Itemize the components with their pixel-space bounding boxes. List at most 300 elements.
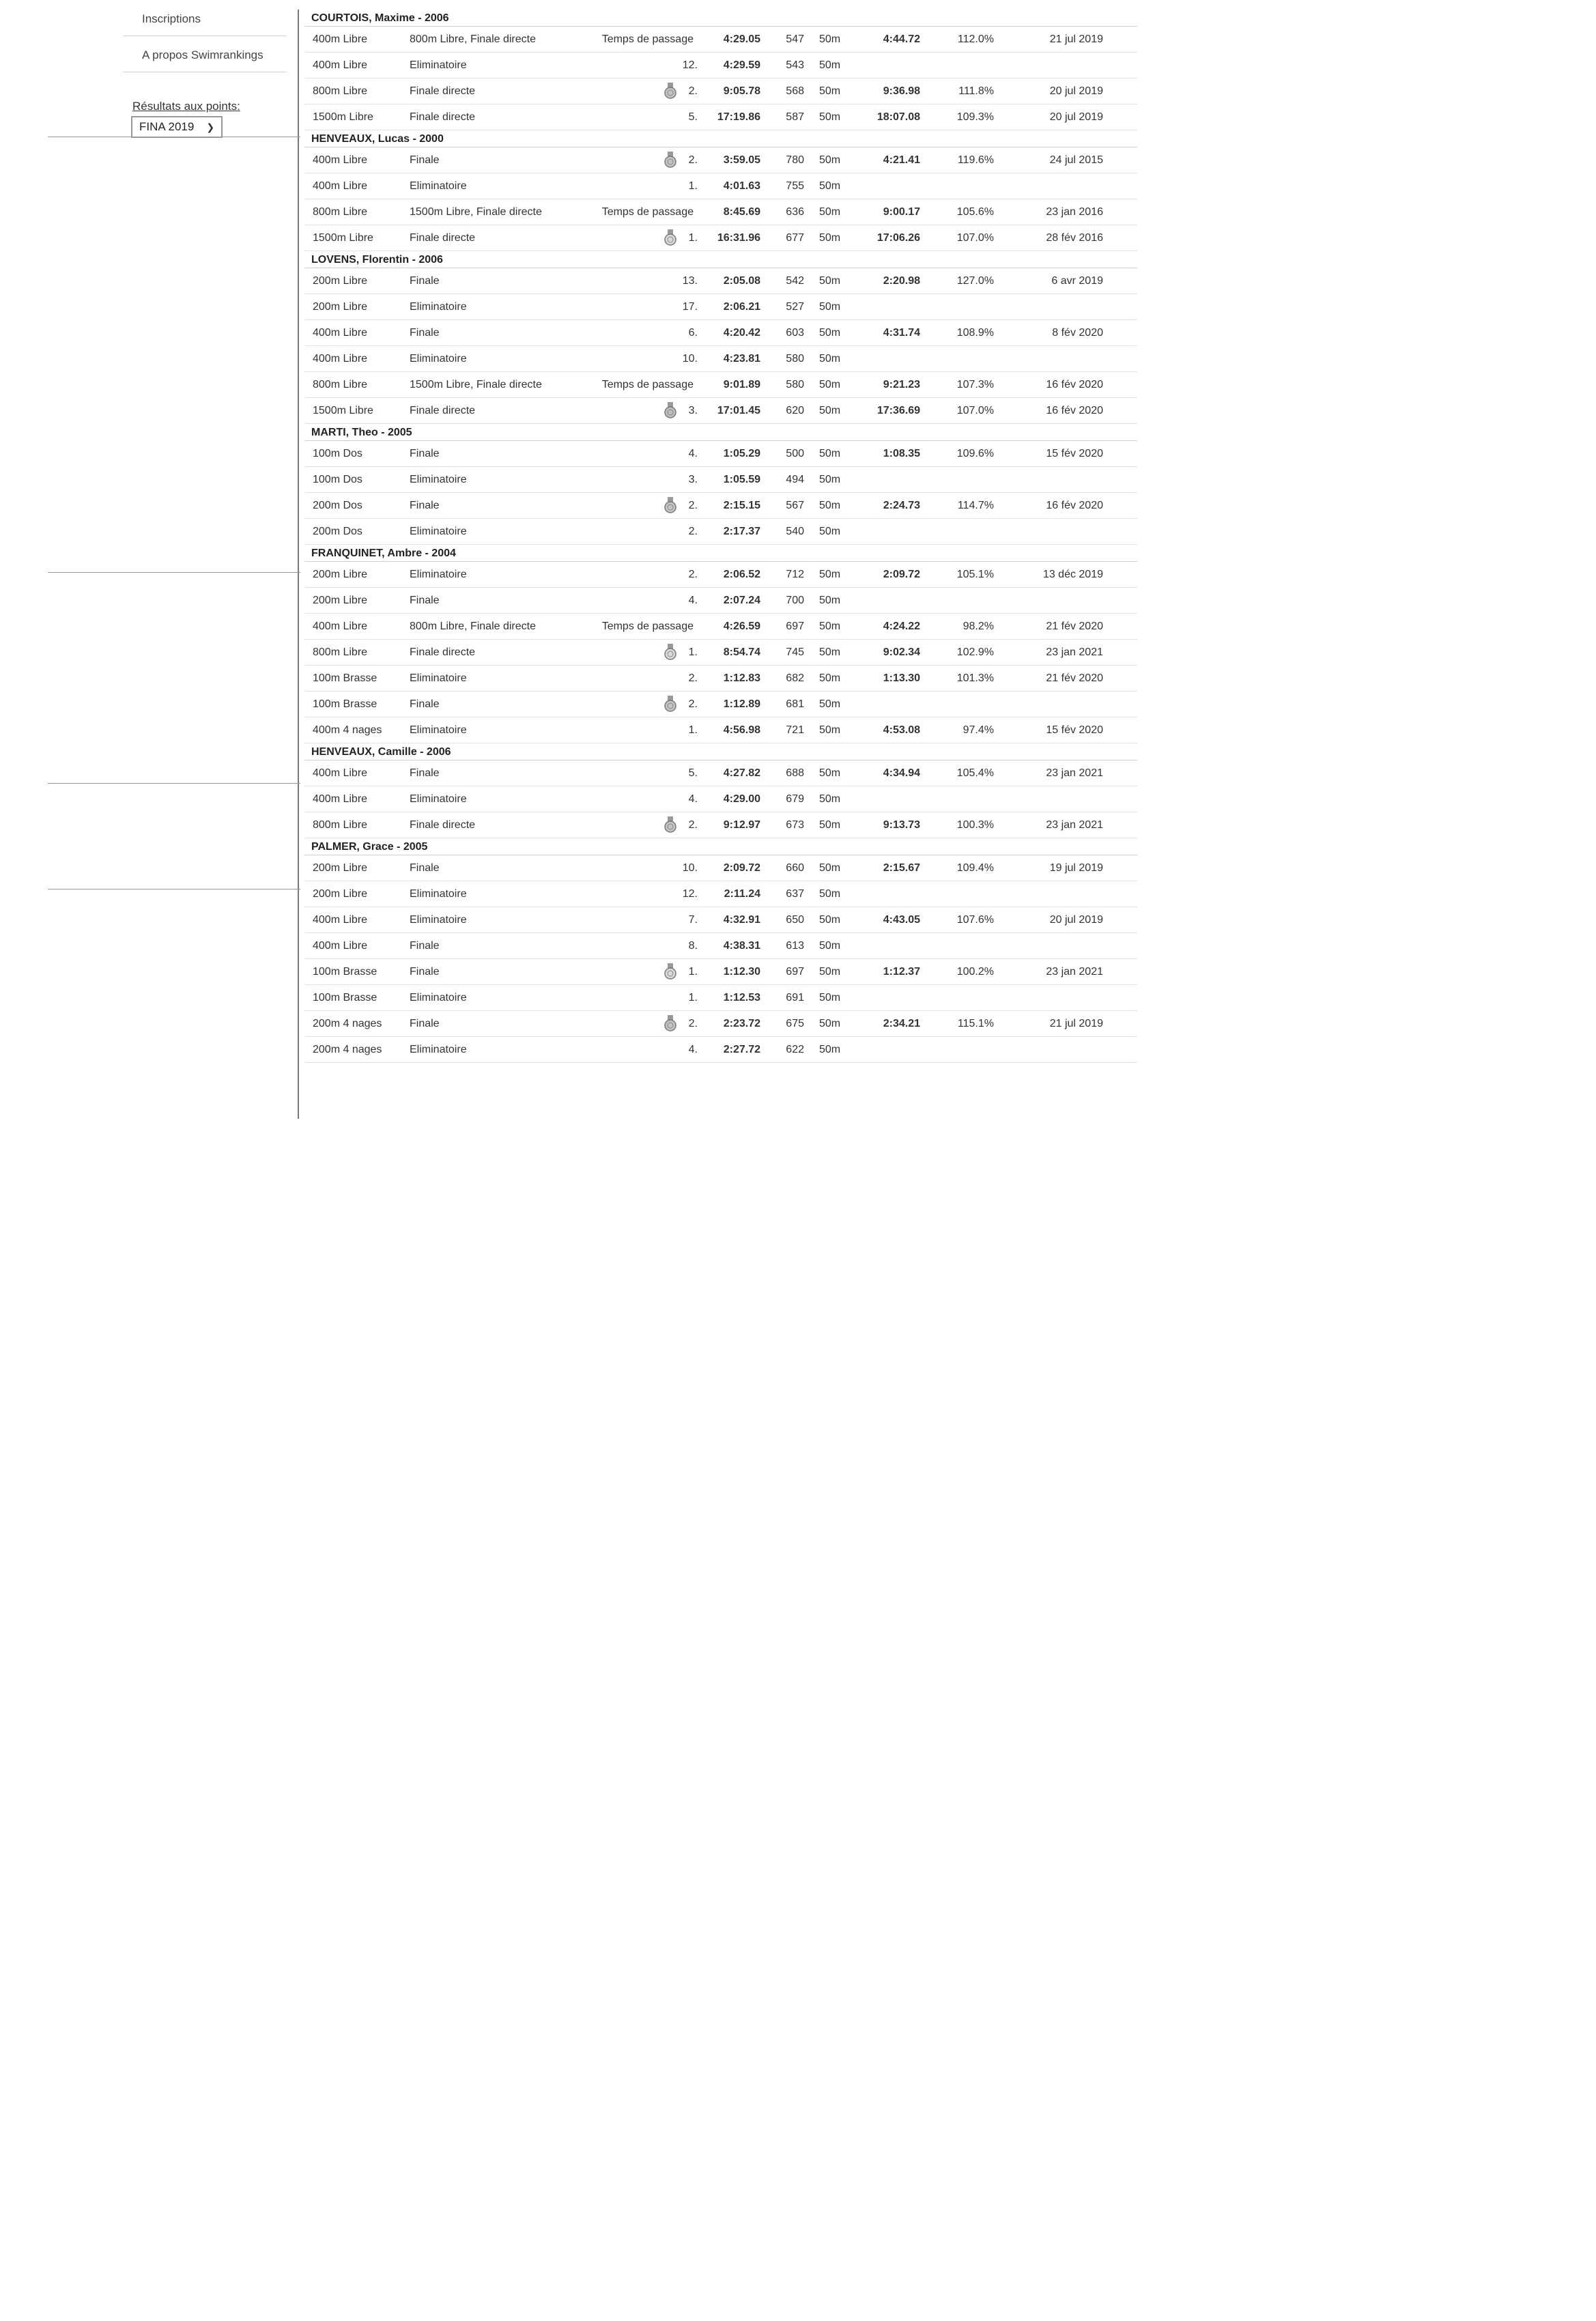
time-cell: 8:54.74 <box>723 646 760 658</box>
points-cell: 745 <box>786 646 804 658</box>
points-cell: 679 <box>786 793 804 805</box>
date-cell: 23 jan 2021 <box>1046 646 1103 658</box>
table-row[interactable] <box>304 717 1137 743</box>
points-cell: 712 <box>786 569 804 580</box>
event-cell: 400m Libre <box>313 59 368 71</box>
time-cell: 2:11.24 <box>724 888 760 900</box>
percent-cell: 100.3% <box>956 819 994 831</box>
pool-cell: 50m <box>819 672 841 684</box>
time-cell: 16:31.96 <box>717 232 760 244</box>
time-cell: 3:59.05 <box>723 154 760 166</box>
date-cell: 20 jul 2019 <box>1049 914 1103 926</box>
event-cell: 200m Libre <box>313 569 368 580</box>
converted-time-cell: 18:07.08 <box>877 111 920 123</box>
points-label: Résultats aux points: <box>132 100 240 113</box>
table-row[interactable] <box>304 173 1137 199</box>
rank-cell: 7. <box>688 914 698 926</box>
passage-cell: Temps de passage <box>601 33 694 45</box>
points-cell: 567 <box>786 500 804 511</box>
points-cell: 540 <box>786 526 804 537</box>
rank-cell: 10. <box>682 353 698 365</box>
round-cell: Eliminatoire <box>410 672 467 684</box>
converted-time-cell: 9:02.34 <box>883 646 920 658</box>
pool-cell: 50m <box>819 888 841 900</box>
rank-cell: 6. <box>688 327 698 339</box>
table-row[interactable] <box>304 959 1137 985</box>
round-cell: Finale <box>410 154 440 166</box>
date-cell: 19 jul 2019 <box>1049 862 1103 874</box>
pool-cell: 50m <box>819 1044 841 1055</box>
scan-artifact-line <box>48 572 300 573</box>
percent-cell: 101.3% <box>956 672 994 684</box>
time-cell: 4:26.59 <box>723 621 760 632</box>
time-cell: 4:23.81 <box>723 353 760 365</box>
rank-cell: 5. <box>688 111 698 123</box>
rank-cell: 13. <box>682 275 698 287</box>
converted-time-cell: 4:34.94 <box>883 767 920 779</box>
event-cell: 200m Libre <box>313 275 368 287</box>
pool-cell: 50m <box>819 275 841 287</box>
silver-medal-icon <box>664 696 681 715</box>
pool-cell: 50m <box>819 793 841 805</box>
table-row[interactable] <box>304 104 1137 130</box>
date-cell: 23 jan 2021 <box>1046 819 1103 831</box>
time-cell: 4:56.98 <box>723 724 760 736</box>
rank-cell: 1. <box>688 646 698 658</box>
date-cell: 16 fév 2020 <box>1046 500 1103 511</box>
pool-cell: 50m <box>819 526 841 537</box>
round-cell: Finale directe <box>410 819 476 831</box>
percent-cell: 109.3% <box>956 111 994 123</box>
event-cell: 400m Libre <box>313 621 368 632</box>
time-cell: 1:12.89 <box>723 698 760 710</box>
round-cell: Finale directe <box>410 405 476 416</box>
round-cell: 1500m Libre, Finale directe <box>410 379 542 390</box>
event-cell: 800m Libre <box>313 85 368 97</box>
rank-cell: 3. <box>688 474 698 485</box>
pool-cell: 50m <box>819 474 841 485</box>
points-cell: 603 <box>786 327 804 339</box>
percent-cell: 98.2% <box>963 621 994 632</box>
event-cell: 1500m Libre <box>313 111 373 123</box>
time-cell: 4:38.31 <box>723 940 760 952</box>
converted-time-cell: 4:44.72 <box>883 33 920 45</box>
round-cell: Eliminatoire <box>410 793 467 805</box>
results-table <box>304 10 1137 1063</box>
points-cell: 636 <box>786 206 804 218</box>
points-select-value: FINA 2019 <box>139 120 195 133</box>
points-cell: 580 <box>786 353 804 365</box>
pool-cell: 50m <box>819 767 841 779</box>
rank-cell: 1. <box>688 966 698 978</box>
converted-time-cell: 4:31.74 <box>883 327 920 339</box>
table-row[interactable] <box>304 225 1137 251</box>
pool-cell: 50m <box>819 914 841 926</box>
rank-cell: 4. <box>688 595 698 606</box>
pool-cell: 50m <box>819 1018 841 1029</box>
round-cell: Eliminatoire <box>410 526 467 537</box>
pool-cell: 50m <box>819 819 841 831</box>
event-cell: 400m Libre <box>313 327 368 339</box>
points-cell: 613 <box>786 940 804 952</box>
pool-cell: 50m <box>819 301 841 313</box>
converted-time-cell: 2:20.98 <box>883 275 920 287</box>
converted-time-cell: 17:06.26 <box>877 232 920 244</box>
swimmer-header[interactable]: MARTI, Theo - 2005 <box>304 425 1137 441</box>
table-row[interactable] <box>304 27 1137 53</box>
time-cell: 1:12.53 <box>723 992 760 1003</box>
silver-medal-icon <box>664 816 681 836</box>
points-cell: 675 <box>786 1018 804 1029</box>
converted-time-cell: 9:13.73 <box>883 819 920 831</box>
date-cell: 23 jan 2021 <box>1046 767 1103 779</box>
table-row[interactable] <box>304 933 1137 959</box>
points-cell: 622 <box>786 1044 804 1055</box>
rank-cell: 2. <box>688 85 698 97</box>
round-cell: Finale directe <box>410 646 476 658</box>
round-cell: 800m Libre, Finale directe <box>410 33 536 45</box>
event-cell: 200m Libre <box>313 595 368 606</box>
pool-cell: 50m <box>819 33 841 45</box>
round-cell: Finale <box>410 448 440 459</box>
converted-time-cell: 4:24.22 <box>883 621 920 632</box>
swimmer-header[interactable]: COURTOIS, Maxime - 2006 <box>304 11 1137 27</box>
percent-cell: 107.3% <box>956 379 994 390</box>
table-row[interactable] <box>304 614 1137 640</box>
event-cell: 100m Brasse <box>313 672 377 684</box>
round-cell: Finale <box>410 940 440 952</box>
round-cell: Eliminatoire <box>410 724 467 736</box>
event-cell: 400m Libre <box>313 793 368 805</box>
silver-medal-icon <box>664 1015 681 1035</box>
points-cell: 543 <box>786 59 804 71</box>
converted-time-cell: 2:15.67 <box>883 862 920 874</box>
points-cell: 697 <box>786 966 804 978</box>
chevron-down-icon: ❯ <box>206 121 215 132</box>
table-row[interactable] <box>304 398 1137 424</box>
date-cell: 6 avr 2019 <box>1051 275 1103 287</box>
percent-cell: 107.0% <box>956 405 994 416</box>
round-cell: Finale <box>410 595 440 606</box>
time-cell: 4:01.63 <box>723 180 760 192</box>
converted-time-cell: 9:00.17 <box>883 206 920 218</box>
date-cell: 24 jul 2015 <box>1049 154 1103 166</box>
points-cell: 780 <box>786 154 804 166</box>
points-cell: 755 <box>786 180 804 192</box>
silver-medal-icon <box>664 152 681 171</box>
points-cell: 681 <box>786 698 804 710</box>
passage-cell: Temps de passage <box>601 379 694 390</box>
points-cell: 660 <box>786 862 804 874</box>
table-row[interactable] <box>304 441 1137 467</box>
table-row[interactable] <box>304 760 1137 786</box>
time-cell: 9:12.97 <box>723 819 760 831</box>
event-cell: 1500m Libre <box>313 232 373 244</box>
rank-cell: 2. <box>688 698 698 710</box>
points-cell: 580 <box>786 379 804 390</box>
event-cell: 400m 4 nages <box>313 724 382 736</box>
pool-cell: 50m <box>819 992 841 1003</box>
round-cell: Eliminatoire <box>410 914 467 926</box>
table-row[interactable] <box>304 53 1137 79</box>
rank-cell: 12. <box>682 59 698 71</box>
percent-cell: 107.6% <box>956 914 994 926</box>
passage-cell: Temps de passage <box>601 206 694 218</box>
swimmer-header[interactable]: FRANQUINET, Ambre - 2004 <box>304 546 1137 562</box>
rank-cell: 2. <box>688 819 698 831</box>
round-cell: Finale <box>410 327 440 339</box>
table-row[interactable] <box>304 881 1137 907</box>
points-cell: 568 <box>786 85 804 97</box>
percent-cell: 102.9% <box>956 646 994 658</box>
pool-cell: 50m <box>819 646 841 658</box>
percent-cell: 119.6% <box>957 154 994 166</box>
scan-artifact-line <box>48 783 300 784</box>
table-row[interactable] <box>304 985 1137 1011</box>
round-cell: Eliminatoire <box>410 569 467 580</box>
swimmer-header[interactable]: HENVEAUX, Lucas - 2000 <box>304 132 1137 147</box>
table-row[interactable] <box>304 640 1137 666</box>
table-row[interactable] <box>304 268 1137 294</box>
converted-time-cell: 9:21.23 <box>883 379 920 390</box>
rank-cell: 2. <box>688 154 698 166</box>
table-row[interactable] <box>304 519 1137 545</box>
swimmer-header[interactable]: LOVENS, Florentin - 2006 <box>304 253 1137 268</box>
event-cell: 400m Libre <box>313 767 368 779</box>
time-cell: 4:20.42 <box>723 327 760 339</box>
points-cell: 677 <box>786 232 804 244</box>
time-cell: 4:29.00 <box>723 793 760 805</box>
table-row[interactable] <box>304 199 1137 225</box>
event-cell: 200m Dos <box>313 500 362 511</box>
date-cell: 21 jul 2019 <box>1049 33 1103 45</box>
date-cell: 16 fév 2020 <box>1046 405 1103 416</box>
time-cell: 2:27.72 <box>723 1044 760 1055</box>
event-cell: 400m Libre <box>313 180 368 192</box>
pool-cell: 50m <box>819 206 841 218</box>
date-cell: 21 fév 2020 <box>1046 621 1103 632</box>
table-row[interactable] <box>304 812 1137 838</box>
pool-cell: 50m <box>819 862 841 874</box>
pool-cell: 50m <box>819 154 841 166</box>
points-cell: 587 <box>786 111 804 123</box>
converted-time-cell: 2:09.72 <box>883 569 920 580</box>
pool-cell: 50m <box>819 621 841 632</box>
table-row[interactable] <box>304 588 1137 614</box>
table-row[interactable] <box>304 467 1137 493</box>
round-cell: Eliminatoire <box>410 474 467 485</box>
time-cell: 9:01.89 <box>723 379 760 390</box>
round-cell: Finale <box>410 767 440 779</box>
pool-cell: 50m <box>819 85 841 97</box>
converted-time-cell: 1:08.35 <box>883 448 920 459</box>
event-cell: 200m 4 nages <box>313 1018 382 1029</box>
rank-cell: 2. <box>688 569 698 580</box>
swimmer-header[interactable]: PALMER, Grace - 2005 <box>304 840 1137 855</box>
column-divider <box>298 10 299 1119</box>
table-row[interactable] <box>304 147 1137 173</box>
rank-cell: 3. <box>688 405 698 416</box>
pool-cell: 50m <box>819 724 841 736</box>
rank-cell: 4. <box>688 793 698 805</box>
event-cell: 400m Libre <box>313 33 368 45</box>
points-cell: 700 <box>786 595 804 606</box>
points-cell: 697 <box>786 621 804 632</box>
date-cell: 15 fév 2020 <box>1046 724 1103 736</box>
table-row[interactable] <box>304 666 1137 692</box>
pool-cell: 50m <box>819 569 841 580</box>
converted-time-cell: 4:43.05 <box>883 914 920 926</box>
pool-cell: 50m <box>819 232 841 244</box>
percent-cell: 105.4% <box>956 767 994 779</box>
event-cell: 400m Libre <box>313 353 368 365</box>
rank-cell: 8. <box>688 940 698 952</box>
table-row[interactable] <box>304 1011 1137 1037</box>
rank-cell: 17. <box>682 301 698 313</box>
points-cell: 673 <box>786 819 804 831</box>
event-cell: 200m 4 nages <box>313 1044 382 1055</box>
time-cell: 1:12.30 <box>723 966 760 978</box>
table-row[interactable] <box>304 786 1137 812</box>
table-row[interactable] <box>304 79 1137 104</box>
sidebar-link-inscriptions[interactable]: Inscriptions <box>123 0 287 36</box>
rank-cell: 2. <box>688 1018 698 1029</box>
event-cell: 1500m Libre <box>313 405 373 416</box>
pool-cell: 50m <box>819 180 841 192</box>
table-row[interactable] <box>304 346 1137 372</box>
time-cell: 2:06.52 <box>723 569 760 580</box>
rank-cell: 4. <box>688 1044 698 1055</box>
sidebar <box>123 0 287 138</box>
swimmer-header[interactable]: HENVEAUX, Camille - 2006 <box>304 745 1137 760</box>
points-cell: 547 <box>786 33 804 45</box>
time-cell: 2:17.37 <box>723 526 760 537</box>
rank-cell: 1. <box>688 232 698 244</box>
event-cell: 400m Libre <box>313 940 368 952</box>
date-cell: 8 fév 2020 <box>1052 327 1103 339</box>
round-cell: Finale <box>410 1018 440 1029</box>
rank-cell: 2. <box>688 526 698 537</box>
table-row[interactable] <box>304 372 1137 398</box>
event-cell: 800m Libre <box>313 379 368 390</box>
rank-cell: 1. <box>688 180 698 192</box>
event-cell: 200m Libre <box>313 301 368 313</box>
rank-cell: 12. <box>682 888 698 900</box>
bronze-medal-icon <box>664 402 681 422</box>
rank-cell: 5. <box>688 767 698 779</box>
percent-cell: 114.7% <box>957 500 994 511</box>
date-cell: 15 fév 2020 <box>1046 448 1103 459</box>
round-cell: Finale <box>410 698 440 710</box>
gold-medal-icon <box>664 963 681 983</box>
round-cell: Finale <box>410 966 440 978</box>
event-cell: 100m Dos <box>313 474 362 485</box>
points-select[interactable] <box>131 116 223 138</box>
round-cell: Eliminatoire <box>410 353 467 365</box>
time-cell: 17:19.86 <box>717 111 760 123</box>
time-cell: 1:12.83 <box>723 672 760 684</box>
time-cell: 9:05.78 <box>723 85 760 97</box>
time-cell: 1:05.59 <box>723 474 760 485</box>
round-cell: Eliminatoire <box>410 992 467 1003</box>
round-cell: Eliminatoire <box>410 180 467 192</box>
time-cell: 2:23.72 <box>723 1018 760 1029</box>
table-row[interactable] <box>304 320 1137 346</box>
pool-cell: 50m <box>819 59 841 71</box>
date-cell: 28 fév 2016 <box>1046 232 1103 244</box>
pool-cell: 50m <box>819 940 841 952</box>
pool-cell: 50m <box>819 698 841 710</box>
table-row[interactable] <box>304 562 1137 588</box>
percent-cell: 97.4% <box>963 724 994 736</box>
pool-cell: 50m <box>819 966 841 978</box>
event-cell: 800m Libre <box>313 819 368 831</box>
percent-cell: 105.1% <box>956 569 994 580</box>
table-row[interactable] <box>304 493 1137 519</box>
date-cell: 23 jan 2016 <box>1046 206 1103 218</box>
pool-cell: 50m <box>819 353 841 365</box>
points-cell: 637 <box>786 888 804 900</box>
round-cell: Finale directe <box>410 85 476 97</box>
points-cell: 650 <box>786 914 804 926</box>
date-cell: 21 fév 2020 <box>1046 672 1103 684</box>
time-cell: 4:29.59 <box>723 59 760 71</box>
percent-cell: 127.0% <box>956 275 994 287</box>
converted-time-cell: 4:53.08 <box>883 724 920 736</box>
round-cell: Eliminatoire <box>410 59 467 71</box>
event-cell: 100m Brasse <box>313 966 377 978</box>
table-row[interactable] <box>304 294 1137 320</box>
converted-time-cell: 1:12.37 <box>883 966 920 978</box>
percent-cell: 100.2% <box>956 966 994 978</box>
table-row[interactable] <box>304 907 1137 933</box>
date-cell: 16 fév 2020 <box>1046 379 1103 390</box>
gold-medal-icon <box>664 644 681 664</box>
time-cell: 4:29.05 <box>723 33 760 45</box>
percent-cell: 109.6% <box>956 448 994 459</box>
points-cell: 688 <box>786 767 804 779</box>
date-cell: 13 déc 2019 <box>1042 569 1103 580</box>
round-cell: Finale directe <box>410 232 476 244</box>
rank-cell: 1. <box>688 724 698 736</box>
time-cell: 4:32.91 <box>723 914 760 926</box>
table-row[interactable] <box>304 1037 1137 1063</box>
round-cell: Finale <box>410 275 440 287</box>
sidebar-link-about[interactable]: A propos Swimrankings <box>123 36 287 72</box>
rank-cell: 1. <box>688 992 698 1003</box>
points-cell: 682 <box>786 672 804 684</box>
table-row[interactable] <box>304 855 1137 881</box>
points-cell: 620 <box>786 405 804 416</box>
points-cell: 691 <box>786 992 804 1003</box>
table-row[interactable] <box>304 692 1137 717</box>
time-cell: 8:45.69 <box>723 206 760 218</box>
percent-cell: 108.9% <box>956 327 994 339</box>
event-cell: 200m Dos <box>313 526 362 537</box>
time-cell: 2:15.15 <box>723 500 760 511</box>
time-cell: 2:05.08 <box>723 275 760 287</box>
pool-cell: 50m <box>819 500 841 511</box>
round-cell: 1500m Libre, Finale directe <box>410 206 542 218</box>
pool-cell: 50m <box>819 327 841 339</box>
round-cell: Eliminatoire <box>410 1044 467 1055</box>
converted-time-cell: 17:36.69 <box>877 405 920 416</box>
percent-cell: 111.8% <box>958 85 994 97</box>
date-cell: 23 jan 2021 <box>1046 966 1103 978</box>
event-cell: 800m Libre <box>313 646 368 658</box>
pool-cell: 50m <box>819 379 841 390</box>
time-cell: 2:09.72 <box>723 862 760 874</box>
